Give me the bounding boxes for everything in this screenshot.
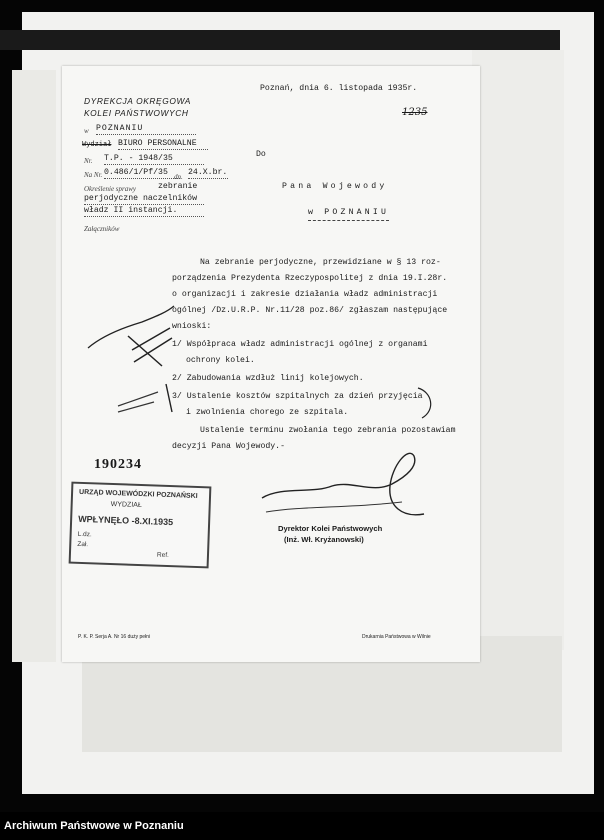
- nr-label: Nr.: [84, 157, 93, 165]
- struck-word: Wydział: [82, 141, 112, 149]
- signature-title: Dyrektor Kolei Państwowych: [278, 524, 383, 533]
- city: POZNANIU: [96, 124, 196, 135]
- closing-line1: Ustalenie terminu zwołania tego zebrania pozostawiam: [200, 426, 456, 435]
- stamp-line4: L.dz.: [77, 530, 92, 539]
- subject-label: Określenie sprawy: [84, 185, 137, 193]
- stamp-line3: WPŁYNĘŁO -8.XI.1935: [78, 513, 174, 528]
- stamp-line5: Zał.: [77, 540, 89, 549]
- item-line: 3/ Ustalenie kosztów szpitalnych za dzień przyjęcia: [172, 392, 423, 401]
- attachments-label: Załączników: [84, 225, 120, 233]
- handwriting-marks: [62, 66, 480, 662]
- subject-line3: władz II instancji.: [84, 206, 204, 217]
- office: BIURO PERSONALNE: [118, 139, 208, 150]
- letter-document: [62, 66, 480, 662]
- stamp-line1: URZĄD WOJEWÓDZKI POZNAŃSKI: [78, 488, 198, 500]
- item-line: ochrony kolei.: [186, 356, 255, 365]
- body-line: porządzenia Prezydenta Rzeczypospolitej z dnia 19.I.28r.: [172, 274, 448, 283]
- dn-label: dn.: [174, 173, 183, 181]
- stamp-line6: Ref.: [156, 551, 169, 560]
- subject-line1: zebranie: [158, 182, 198, 191]
- stamp-line2: WYDZIAŁ: [110, 500, 142, 510]
- recipient-line1: Pana Wojewody: [282, 182, 388, 191]
- registry-number: 190234: [94, 457, 142, 472]
- left-paper-strip: [12, 70, 56, 662]
- na-nr-value: 0.486/1/Pf/35: [104, 168, 180, 179]
- subject-line2: perjodyczne naczelników: [84, 194, 204, 205]
- item-line: i zwolnienia chorego ze szpitala.: [186, 408, 349, 417]
- dn-value: 24.X.br.: [188, 168, 228, 177]
- nr-value: T.P. - 1948/35: [104, 154, 204, 165]
- print-right: Drukarnia Państwowa w Wilnie: [362, 634, 431, 640]
- dark-band: [0, 30, 560, 50]
- body-line: Na zebranie perjodyczne, przewidziane w § 13 roz-: [200, 258, 441, 267]
- body-line: ogólnej /Dz.U.R.P. Nr.11/28 poz.86/ zgłaszam następujące: [172, 306, 448, 315]
- archive-name: Archiwum Państwowe w Poznaniu: [4, 820, 184, 832]
- header-line2: KOLEI PAŃSTWOWYCH: [84, 108, 189, 118]
- w-label: w: [84, 127, 89, 135]
- archive-footer: [0, 812, 604, 840]
- item-line: 2/ Zabudowania wzdłuż linij kolejowych.: [172, 374, 364, 383]
- signature-name: (Inż. Wł. Kryżanowski): [284, 535, 364, 544]
- item-line: 1/ Współpraca władz administracji ogólnej z organami: [172, 340, 428, 349]
- header-line1: DYREKCJA OKRĘGOWA: [84, 96, 191, 106]
- right-sheet: [472, 50, 564, 650]
- body-line: wnioski:: [172, 322, 212, 331]
- do-label: Do: [256, 150, 266, 159]
- place-date: Poznań, dnia 6. listopada 1935r.: [260, 84, 418, 93]
- closing-line2: decyzji Pana Wojewody.-: [172, 442, 286, 451]
- recipient-line2: w POZNANIU: [308, 208, 389, 221]
- body-line: o organizacji i zakresie działania władz administracji: [172, 290, 438, 299]
- na-nr-label: Na Nr.: [84, 171, 103, 179]
- print-left: P. K. P. Serja A. Nr 16 duży pełni: [78, 634, 151, 640]
- handwritten-number: 1235: [402, 107, 428, 118]
